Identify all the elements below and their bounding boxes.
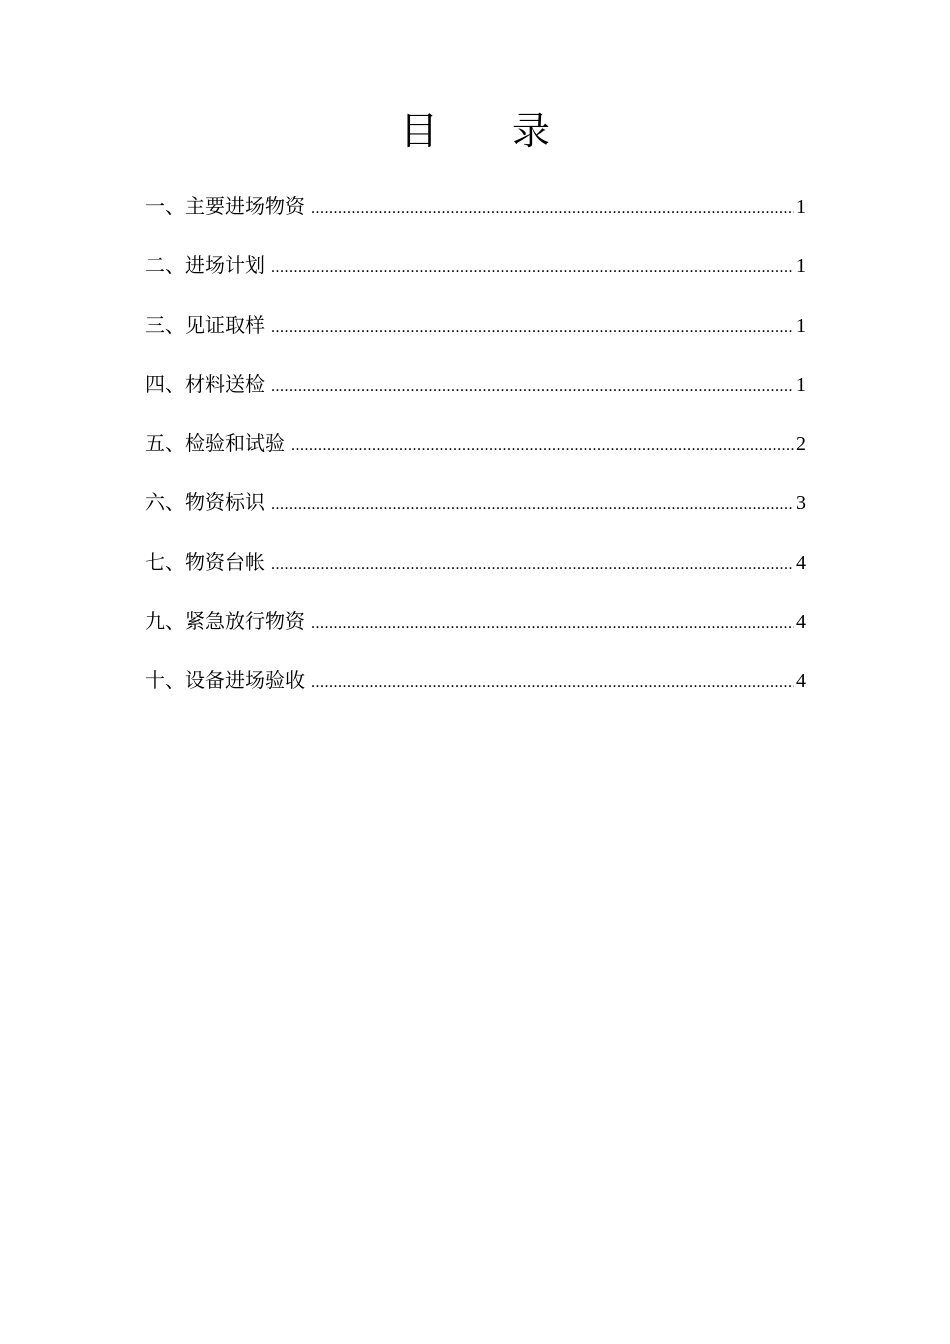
toc-entry-label: 五、检验和试验 <box>145 431 285 456</box>
toc-page-number: 1 <box>796 314 806 337</box>
toc-entry[interactable] <box>145 309 806 368</box>
toc-entry-label: 七、物资台帐 <box>145 549 265 574</box>
toc-entry[interactable] <box>145 605 806 664</box>
toc-page-number: 1 <box>796 255 806 278</box>
toc-leader-dots <box>271 489 794 521</box>
toc-page-number: 2 <box>796 433 806 456</box>
page-title <box>0 108 950 154</box>
toc-entry-label: 二、进场计划 <box>145 253 265 278</box>
toc-leader-dots <box>311 667 794 699</box>
toc-leader-dots <box>311 193 794 225</box>
toc-page-number: 3 <box>796 492 806 515</box>
toc-entry[interactable] <box>145 664 806 723</box>
toc-leader-dots <box>271 312 794 344</box>
toc-entry[interactable] <box>145 190 806 249</box>
toc-page-number: 4 <box>796 551 806 574</box>
toc-page-number: 4 <box>796 611 806 634</box>
toc-entry[interactable] <box>145 427 806 486</box>
toc-page-number: 1 <box>796 373 806 396</box>
title-char: 录 <box>512 109 551 153</box>
toc-entry-label: 四、材料送检 <box>145 371 265 396</box>
toc-page-number: 4 <box>796 670 806 693</box>
toc-entry-label: 六、物资标识 <box>145 490 265 515</box>
toc-page-number: 1 <box>796 196 806 218</box>
toc-leader-dots <box>271 371 794 403</box>
toc-entry[interactable] <box>145 368 806 427</box>
toc-leader-dots <box>271 252 794 284</box>
toc-entry[interactable] <box>145 486 806 545</box>
title-char: 目 <box>399 109 438 153</box>
toc-entry-label: 九、紧急放行物资 <box>145 609 305 634</box>
toc-leader-dots <box>311 608 794 640</box>
table-of-contents <box>145 190 806 724</box>
toc-entry[interactable] <box>145 546 806 605</box>
toc-leader-dots <box>291 430 794 462</box>
toc-leader-dots <box>271 549 794 581</box>
toc-entry[interactable] <box>145 249 806 308</box>
toc-entry-label: 一、主要进场物资 <box>145 194 305 218</box>
toc-entry-label: 十、设备进场验收 <box>145 668 305 693</box>
toc-entry-label: 三、见证取样 <box>145 312 265 337</box>
